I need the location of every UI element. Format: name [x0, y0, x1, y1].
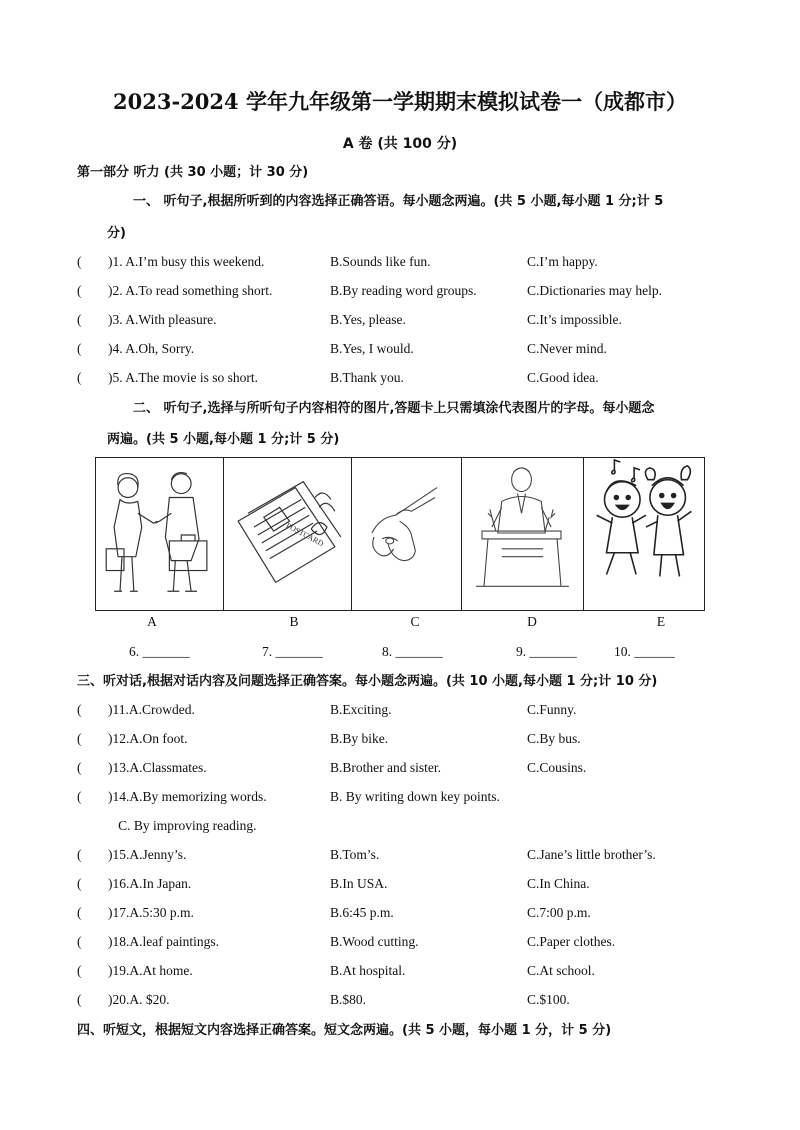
- answer-paren[interactable]: (: [77, 341, 82, 356]
- option-a: )14.A.By memorizing words.: [108, 789, 267, 804]
- question-row-14-cont: [0, 818, 800, 838]
- option-b: B.Yes, I would.: [330, 341, 414, 356]
- picture-a-handshake: [96, 458, 224, 610]
- question-row-16: [0, 876, 800, 896]
- question-row-13: [0, 760, 800, 780]
- question-row-15: [0, 847, 800, 867]
- option-b: B.Yes, please.: [330, 312, 406, 327]
- option-b: B.By reading word groups.: [330, 283, 477, 298]
- option-a: )1. A.I’m busy this weekend.: [108, 254, 265, 269]
- question-row-4: [0, 341, 800, 361]
- question-row-5: [0, 370, 800, 390]
- picture-label-c: C: [410, 614, 420, 629]
- answer-paren[interactable]: (: [77, 254, 82, 269]
- picture-d-speaker-podium: [462, 458, 584, 610]
- option-a: )15.A.Jenny’s.: [108, 847, 187, 862]
- picture-c-hand-ring: [352, 458, 462, 610]
- answer-blank-6[interactable]: 6. _______: [129, 644, 190, 659]
- option-c: C.By bus.: [527, 731, 581, 746]
- option-a: )16.A.In Japan.: [108, 876, 192, 891]
- option-b: B.At hospital.: [330, 963, 406, 978]
- picture-e-singing-children: [584, 458, 704, 610]
- picture-strip: [95, 457, 705, 611]
- option-c: C.Cousins.: [527, 760, 587, 775]
- picture-label-e: E: [656, 614, 666, 629]
- option-c: C.Dictionaries may help.: [527, 283, 662, 298]
- answer-paren[interactable]: (: [77, 992, 82, 1007]
- exam-subtitle: A 卷 (共 100 分): [342, 136, 458, 152]
- option-c: C.Jane’s little brother’s.: [527, 847, 656, 862]
- option-a: )2. A.To read something short.: [108, 283, 273, 298]
- option-b: B.Brother and sister.: [330, 760, 441, 775]
- question-row-1: [0, 254, 800, 274]
- option-a: )4. A.Oh, Sorry.: [108, 341, 195, 356]
- answer-blank-7[interactable]: 7. _______: [262, 644, 323, 659]
- option-b: B.Sounds like fun.: [330, 254, 431, 269]
- option-a: )11.A.Crowded.: [108, 702, 195, 717]
- section4-heading: 四、听短文，根据短文内容选择正确答案。短文念两遍。(共 5 小题，每小题 1 分，计 5 分): [77, 1023, 612, 1038]
- option-b: B.$80.: [330, 992, 367, 1007]
- option-c: C.In China.: [527, 876, 590, 891]
- option-c: C. By improving reading.: [108, 818, 257, 833]
- exam-title: 2023-2024 学年九年级第一学期期末模拟试卷一（成都市）: [113, 89, 687, 114]
- picture-label-b: B: [289, 614, 299, 629]
- option-b: B.In USA.: [330, 876, 388, 891]
- answer-paren[interactable]: (: [77, 963, 82, 978]
- option-a: )12.A.On foot.: [108, 731, 188, 746]
- answer-blank-10[interactable]: 10. ______: [614, 644, 675, 659]
- question-row-18: [0, 934, 800, 954]
- answer-paren[interactable]: (: [77, 789, 82, 804]
- option-c: C.Funny.: [527, 702, 577, 717]
- answer-paren[interactable]: (: [77, 370, 82, 385]
- section1-heading-line1: 一、 听句子,根据所听到的内容选择正确答语。每小题念两遍。(共 5 小题,每小题 1 分;计 5: [133, 194, 664, 209]
- option-a: )13.A.Classmates.: [108, 760, 207, 775]
- answer-blank-8[interactable]: 8. _______: [382, 644, 443, 659]
- part1-heading: 第一部分 听力 (共 30 小题；计 30 分): [77, 165, 309, 180]
- answer-paren[interactable]: (: [77, 934, 82, 949]
- option-c: C.$100.: [527, 992, 570, 1007]
- section2-heading-line1: 二、 听句子,选择与所听句子内容相符的图片,答题卡上只需填涂代表图片的字母。每小题念: [133, 401, 655, 416]
- question-row-17: [0, 905, 800, 925]
- option-c: C.I’m happy.: [527, 254, 598, 269]
- option-a: )20.A. $20.: [108, 992, 170, 1007]
- answer-paren[interactable]: (: [77, 876, 82, 891]
- svg-text:POSTCARD: POSTCARD: [284, 520, 326, 549]
- option-b: B.Wood cutting.: [330, 934, 419, 949]
- option-c: C.Good idea.: [527, 370, 599, 385]
- option-c: C.Never mind.: [527, 341, 607, 356]
- answer-paren[interactable]: (: [77, 905, 82, 920]
- question-row-3: [0, 312, 800, 332]
- question-row-20: [0, 992, 800, 1012]
- option-b: B. By writing down key points.: [330, 789, 500, 804]
- question-row-19: [0, 963, 800, 983]
- option-b: B.By bike.: [330, 731, 389, 746]
- option-c: C.It’s impossible.: [527, 312, 622, 327]
- answer-paren[interactable]: (: [77, 702, 82, 717]
- option-b: B.Tom’s.: [330, 847, 380, 862]
- option-b: B.Exciting.: [330, 702, 392, 717]
- option-a: )5. A.The movie is so short.: [108, 370, 258, 385]
- picture-label-d: D: [527, 614, 537, 629]
- option-c: C.Paper clothes.: [527, 934, 616, 949]
- option-c: C.7:00 p.m.: [527, 905, 591, 920]
- option-a: )19.A.At home.: [108, 963, 193, 978]
- section1-heading-line2: 分): [107, 226, 126, 241]
- answer-blank-9[interactable]: 9. _______: [516, 644, 577, 659]
- answer-paren[interactable]: (: [77, 283, 82, 298]
- answer-paren[interactable]: (: [77, 731, 82, 746]
- picture-b-postcards: [224, 458, 352, 610]
- option-a: )17.A.5:30 p.m.: [108, 905, 194, 920]
- question-row-12: [0, 731, 800, 751]
- option-b: B.Thank you.: [330, 370, 404, 385]
- option-a: )3. A.With pleasure.: [108, 312, 217, 327]
- option-c: C.At school.: [527, 963, 595, 978]
- answer-paren[interactable]: (: [77, 312, 82, 327]
- section3-heading: 三、听对话,根据对话内容及问题选择正确答案。每小题念两遍。(共 10 小题,每小题 1 分;计 10 分): [77, 674, 658, 689]
- question-row-14: [0, 789, 800, 809]
- option-a: )18.A.leaf paintings.: [108, 934, 219, 949]
- section2-heading-line2: 两遍。(共 5 小题,每小题 1 分;计 5 分): [107, 432, 340, 447]
- option-b: B.6:45 p.m.: [330, 905, 394, 920]
- question-row-2: [0, 283, 800, 303]
- question-row-11: [0, 702, 800, 722]
- answer-paren[interactable]: (: [77, 847, 82, 862]
- answer-paren[interactable]: (: [77, 760, 82, 775]
- picture-label-a: A: [147, 614, 157, 629]
